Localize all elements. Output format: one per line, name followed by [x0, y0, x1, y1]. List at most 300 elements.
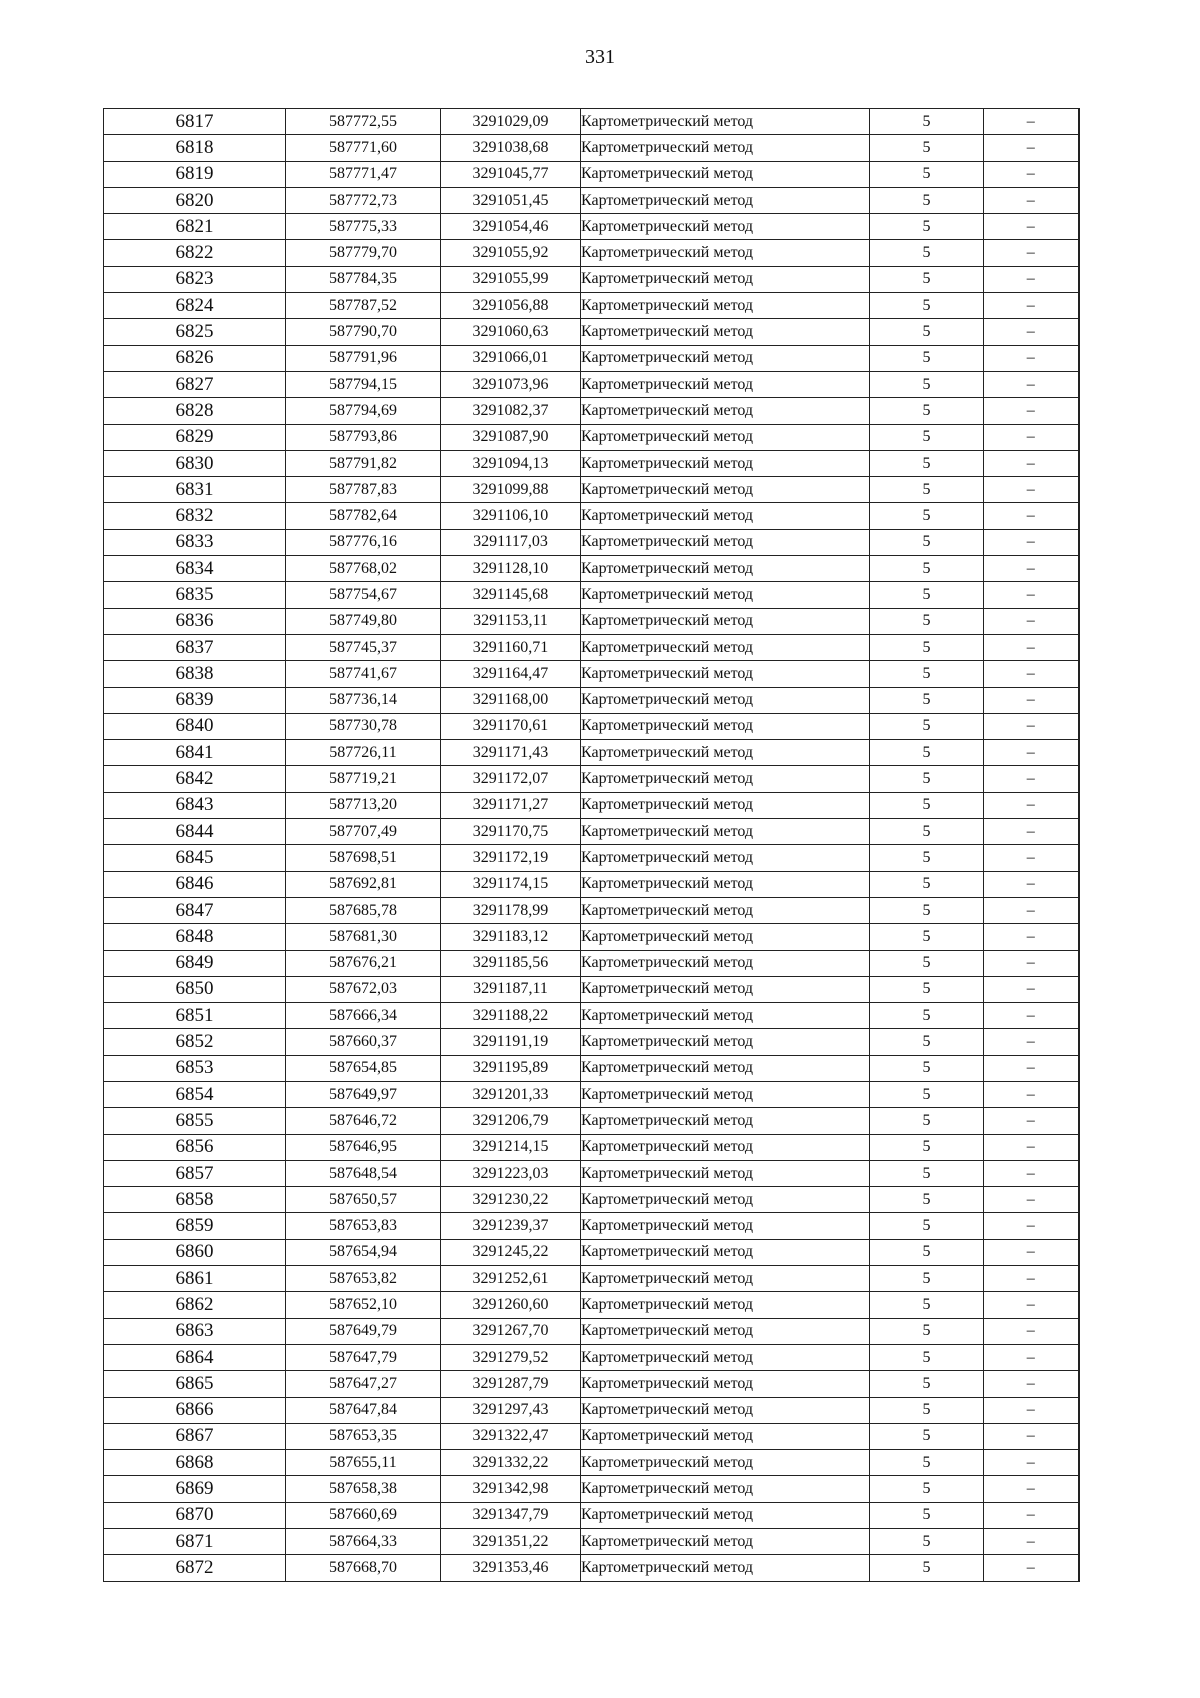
method-cell: Картометрический метод [581, 135, 870, 161]
point-number-cell: 6868 [104, 1450, 286, 1476]
description-cell: – [984, 1318, 1079, 1344]
table-row [104, 1266, 1079, 1292]
x-coordinate-cell: 587647,79 [286, 1344, 441, 1370]
x-coordinate-cell: 587676,21 [286, 950, 441, 976]
accuracy-cell: 5 [870, 897, 984, 923]
x-coordinate-cell: 587736,14 [286, 687, 441, 713]
description-cell: – [984, 424, 1079, 450]
point-number-cell: 6860 [104, 1239, 286, 1265]
y-coordinate-cell: 3291164,47 [441, 661, 581, 687]
method-cell: Картометрический метод [581, 1292, 870, 1318]
method-cell: Картометрический метод [581, 1344, 870, 1370]
accuracy-cell: 5 [870, 1292, 984, 1318]
point-number-cell: 6842 [104, 766, 286, 792]
method-cell: Картометрический метод [581, 1081, 870, 1107]
accuracy-cell: 5 [870, 1476, 984, 1502]
accuracy-cell: 5 [870, 1502, 984, 1528]
y-coordinate-cell: 3291055,92 [441, 240, 581, 266]
accuracy-cell: 5 [870, 1450, 984, 1476]
table-row [104, 135, 1079, 161]
accuracy-cell: 5 [870, 477, 984, 503]
y-coordinate-cell: 3291171,43 [441, 740, 581, 766]
method-cell: Картометрический метод [581, 634, 870, 660]
method-cell: Картометрический метод [581, 897, 870, 923]
description-cell: – [984, 1423, 1079, 1449]
description-cell: – [984, 1344, 1079, 1370]
y-coordinate-cell: 3291117,03 [441, 529, 581, 555]
y-coordinate-cell: 3291160,71 [441, 634, 581, 660]
method-cell: Картометрический метод [581, 1423, 870, 1449]
y-coordinate-cell: 3291171,27 [441, 792, 581, 818]
x-coordinate-cell: 587652,10 [286, 1292, 441, 1318]
method-cell: Картометрический метод [581, 845, 870, 871]
description-cell: – [984, 1213, 1079, 1239]
y-coordinate-cell: 3291351,22 [441, 1529, 581, 1555]
point-number-cell: 6851 [104, 1003, 286, 1029]
x-coordinate-cell: 587779,70 [286, 240, 441, 266]
point-number-cell: 6829 [104, 424, 286, 450]
x-coordinate-cell: 587719,21 [286, 766, 441, 792]
y-coordinate-cell: 3291172,07 [441, 766, 581, 792]
y-coordinate-cell: 3291342,98 [441, 1476, 581, 1502]
method-cell: Картометрический метод [581, 1371, 870, 1397]
y-coordinate-cell: 3291056,88 [441, 293, 581, 319]
table-row [104, 266, 1079, 292]
table-row [104, 1134, 1079, 1160]
x-coordinate-cell: 587741,67 [286, 661, 441, 687]
accuracy-cell: 5 [870, 687, 984, 713]
y-coordinate-cell: 3291170,75 [441, 819, 581, 845]
y-coordinate-cell: 3291038,68 [441, 135, 581, 161]
method-cell: Картометрический метод [581, 319, 870, 345]
y-coordinate-cell: 3291128,10 [441, 556, 581, 582]
accuracy-cell: 5 [870, 135, 984, 161]
description-cell: – [984, 1055, 1079, 1081]
coordinates-table [103, 108, 1080, 1582]
method-cell: Картометрический метод [581, 1555, 870, 1581]
table-row [104, 1055, 1079, 1081]
point-number-cell: 6818 [104, 135, 286, 161]
method-cell: Картометрический метод [581, 477, 870, 503]
table-row [104, 371, 1079, 397]
y-coordinate-cell: 3291260,60 [441, 1292, 581, 1318]
x-coordinate-cell: 587692,81 [286, 871, 441, 897]
y-coordinate-cell: 3291183,12 [441, 924, 581, 950]
accuracy-cell: 5 [870, 924, 984, 950]
description-cell: – [984, 1160, 1079, 1186]
table-row [104, 529, 1079, 555]
accuracy-cell: 5 [870, 319, 984, 345]
description-cell: – [984, 135, 1079, 161]
point-number-cell: 6825 [104, 319, 286, 345]
y-coordinate-cell: 3291055,99 [441, 266, 581, 292]
y-coordinate-cell: 3291187,11 [441, 976, 581, 1002]
table-row [104, 450, 1079, 476]
accuracy-cell: 5 [870, 240, 984, 266]
y-coordinate-cell: 3291245,22 [441, 1239, 581, 1265]
description-cell: – [984, 1397, 1079, 1423]
description-cell: – [984, 450, 1079, 476]
method-cell: Картометрический метод [581, 398, 870, 424]
y-coordinate-cell: 3291267,70 [441, 1318, 581, 1344]
method-cell: Картометрический метод [581, 766, 870, 792]
x-coordinate-cell: 587650,57 [286, 1187, 441, 1213]
point-number-cell: 6836 [104, 608, 286, 634]
y-coordinate-cell: 3291060,63 [441, 319, 581, 345]
point-number-cell: 6828 [104, 398, 286, 424]
y-coordinate-cell: 3291153,11 [441, 608, 581, 634]
point-number-cell: 6849 [104, 950, 286, 976]
y-coordinate-cell: 3291170,61 [441, 713, 581, 739]
y-coordinate-cell: 3291332,22 [441, 1450, 581, 1476]
x-coordinate-cell: 587790,70 [286, 319, 441, 345]
method-cell: Картометрический метод [581, 950, 870, 976]
method-cell: Картометрический метод [581, 687, 870, 713]
description-cell: – [984, 582, 1079, 608]
table-row [104, 871, 1079, 897]
table-row [104, 1292, 1079, 1318]
method-cell: Картометрический метод [581, 1134, 870, 1160]
method-cell: Картометрический метод [581, 661, 870, 687]
table-row [104, 1450, 1079, 1476]
x-coordinate-cell: 587771,60 [286, 135, 441, 161]
accuracy-cell: 5 [870, 792, 984, 818]
description-cell: – [984, 1029, 1079, 1055]
method-cell: Картометрический метод [581, 1239, 870, 1265]
method-cell: Картометрический метод [581, 529, 870, 555]
description-cell: – [984, 1502, 1079, 1528]
x-coordinate-cell: 587776,16 [286, 529, 441, 555]
x-coordinate-cell: 587775,33 [286, 214, 441, 240]
description-cell: – [984, 529, 1079, 555]
point-number-cell: 6857 [104, 1160, 286, 1186]
accuracy-cell: 5 [870, 266, 984, 292]
point-number-cell: 6871 [104, 1529, 286, 1555]
x-coordinate-cell: 587660,69 [286, 1502, 441, 1528]
accuracy-cell: 5 [870, 503, 984, 529]
table-row [104, 1213, 1079, 1239]
y-coordinate-cell: 3291347,79 [441, 1502, 581, 1528]
table-row [104, 556, 1079, 582]
x-coordinate-cell: 587653,35 [286, 1423, 441, 1449]
accuracy-cell: 5 [870, 582, 984, 608]
method-cell: Картометрический метод [581, 924, 870, 950]
description-cell: – [984, 1081, 1079, 1107]
method-cell: Картометрический метод [581, 1502, 870, 1528]
point-number-cell: 6858 [104, 1187, 286, 1213]
x-coordinate-cell: 587654,85 [286, 1055, 441, 1081]
y-coordinate-cell: 3291252,61 [441, 1266, 581, 1292]
x-coordinate-cell: 587713,20 [286, 792, 441, 818]
x-coordinate-cell: 587660,37 [286, 1029, 441, 1055]
y-coordinate-cell: 3291099,88 [441, 477, 581, 503]
method-cell: Картометрический метод [581, 556, 870, 582]
method-cell: Картометрический метод [581, 582, 870, 608]
point-number-cell: 6847 [104, 897, 286, 923]
method-cell: Картометрический метод [581, 1266, 870, 1292]
x-coordinate-cell: 587653,83 [286, 1213, 441, 1239]
point-number-cell: 6869 [104, 1476, 286, 1502]
accuracy-cell: 5 [870, 371, 984, 397]
table-row [104, 792, 1079, 818]
description-cell: – [984, 161, 1079, 187]
table-row [104, 240, 1079, 266]
point-number-cell: 6859 [104, 1213, 286, 1239]
table-row [104, 1397, 1079, 1423]
table-row [104, 897, 1079, 923]
point-number-cell: 6835 [104, 582, 286, 608]
point-number-cell: 6833 [104, 529, 286, 555]
x-coordinate-cell: 587685,78 [286, 897, 441, 923]
x-coordinate-cell: 587646,72 [286, 1108, 441, 1134]
method-cell: Картометрический метод [581, 1213, 870, 1239]
page-number: 331 [585, 46, 615, 68]
description-cell: – [984, 1476, 1079, 1502]
x-coordinate-cell: 587794,15 [286, 371, 441, 397]
method-cell: Картометрический метод [581, 1318, 870, 1344]
x-coordinate-cell: 587664,33 [286, 1529, 441, 1555]
point-number-cell: 6824 [104, 293, 286, 319]
y-coordinate-cell: 3291188,22 [441, 1003, 581, 1029]
y-coordinate-cell: 3291094,13 [441, 450, 581, 476]
accuracy-cell: 5 [870, 661, 984, 687]
accuracy-cell: 5 [870, 819, 984, 845]
y-coordinate-cell: 3291287,79 [441, 1371, 581, 1397]
y-coordinate-cell: 3291214,15 [441, 1134, 581, 1160]
method-cell: Картометрический метод [581, 187, 870, 213]
y-coordinate-cell: 3291168,00 [441, 687, 581, 713]
accuracy-cell: 5 [870, 1239, 984, 1265]
table-row [104, 687, 1079, 713]
description-cell: – [984, 924, 1079, 950]
accuracy-cell: 5 [870, 1187, 984, 1213]
y-coordinate-cell: 3291029,09 [441, 109, 581, 135]
description-cell: – [984, 950, 1079, 976]
table-row [104, 819, 1079, 845]
point-number-cell: 6843 [104, 792, 286, 818]
accuracy-cell: 5 [870, 845, 984, 871]
point-number-cell: 6841 [104, 740, 286, 766]
x-coordinate-cell: 587749,80 [286, 608, 441, 634]
table-row [104, 161, 1079, 187]
accuracy-cell: 5 [870, 1108, 984, 1134]
table-row [104, 976, 1079, 1002]
point-number-cell: 6864 [104, 1344, 286, 1370]
table-row [104, 1371, 1079, 1397]
description-cell: – [984, 845, 1079, 871]
y-coordinate-cell: 3291195,89 [441, 1055, 581, 1081]
table-row [104, 766, 1079, 792]
point-number-cell: 6850 [104, 976, 286, 1002]
y-coordinate-cell: 3291297,43 [441, 1397, 581, 1423]
description-cell: – [984, 398, 1079, 424]
accuracy-cell: 5 [870, 1318, 984, 1344]
y-coordinate-cell: 3291106,10 [441, 503, 581, 529]
table-row [104, 924, 1079, 950]
point-number-cell: 6866 [104, 1397, 286, 1423]
accuracy-cell: 5 [870, 976, 984, 1002]
accuracy-cell: 5 [870, 398, 984, 424]
point-number-cell: 6822 [104, 240, 286, 266]
accuracy-cell: 5 [870, 634, 984, 660]
method-cell: Картометрический метод [581, 1003, 870, 1029]
table-row [104, 740, 1079, 766]
table-row [104, 582, 1079, 608]
accuracy-cell: 5 [870, 1055, 984, 1081]
x-coordinate-cell: 587787,83 [286, 477, 441, 503]
accuracy-cell: 5 [870, 1213, 984, 1239]
x-coordinate-cell: 587791,96 [286, 345, 441, 371]
method-cell: Картометрический метод [581, 161, 870, 187]
description-cell: – [984, 792, 1079, 818]
point-number-cell: 6861 [104, 1266, 286, 1292]
y-coordinate-cell: 3291051,45 [441, 187, 581, 213]
table-row [104, 713, 1079, 739]
table-row [104, 634, 1079, 660]
method-cell: Картометрический метод [581, 819, 870, 845]
point-number-cell: 6817 [104, 109, 286, 135]
point-number-cell: 6844 [104, 819, 286, 845]
x-coordinate-cell: 587646,95 [286, 1134, 441, 1160]
point-number-cell: 6856 [104, 1134, 286, 1160]
table-row [104, 1529, 1079, 1555]
description-cell: – [984, 477, 1079, 503]
table-row [104, 1029, 1079, 1055]
accuracy-cell: 5 [870, 214, 984, 240]
x-coordinate-cell: 587653,82 [286, 1266, 441, 1292]
x-coordinate-cell: 587654,94 [286, 1239, 441, 1265]
y-coordinate-cell: 3291054,46 [441, 214, 581, 240]
description-cell: – [984, 109, 1079, 135]
point-number-cell: 6870 [104, 1502, 286, 1528]
description-cell: – [984, 1108, 1079, 1134]
accuracy-cell: 5 [870, 713, 984, 739]
accuracy-cell: 5 [870, 871, 984, 897]
y-coordinate-cell: 3291087,90 [441, 424, 581, 450]
table-row [104, 319, 1079, 345]
description-cell: – [984, 345, 1079, 371]
point-number-cell: 6863 [104, 1318, 286, 1344]
y-coordinate-cell: 3291045,77 [441, 161, 581, 187]
accuracy-cell: 5 [870, 345, 984, 371]
x-coordinate-cell: 587658,38 [286, 1476, 441, 1502]
point-number-cell: 6831 [104, 477, 286, 503]
point-number-cell: 6862 [104, 1292, 286, 1318]
accuracy-cell: 5 [870, 1397, 984, 1423]
point-number-cell: 6827 [104, 371, 286, 397]
method-cell: Картометрический метод [581, 1055, 870, 1081]
point-number-cell: 6820 [104, 187, 286, 213]
table-row [104, 109, 1079, 135]
accuracy-cell: 5 [870, 1266, 984, 1292]
x-coordinate-cell: 587772,55 [286, 109, 441, 135]
point-number-cell: 6846 [104, 871, 286, 897]
table-row [104, 845, 1079, 871]
table-row [104, 608, 1079, 634]
x-coordinate-cell: 587745,37 [286, 634, 441, 660]
accuracy-cell: 5 [870, 1555, 984, 1581]
x-coordinate-cell: 587707,49 [286, 819, 441, 845]
description-cell: – [984, 1292, 1079, 1318]
table-row [104, 950, 1079, 976]
y-coordinate-cell: 3291073,96 [441, 371, 581, 397]
x-coordinate-cell: 587782,64 [286, 503, 441, 529]
description-cell: – [984, 503, 1079, 529]
method-cell: Картометрический метод [581, 293, 870, 319]
table-row [104, 214, 1079, 240]
point-number-cell: 6865 [104, 1371, 286, 1397]
accuracy-cell: 5 [870, 1081, 984, 1107]
description-cell: – [984, 1134, 1079, 1160]
method-cell: Картометрический метод [581, 371, 870, 397]
table-row [104, 1081, 1079, 1107]
x-coordinate-cell: 587666,34 [286, 1003, 441, 1029]
point-number-cell: 6832 [104, 503, 286, 529]
x-coordinate-cell: 587771,47 [286, 161, 441, 187]
table-row [104, 1502, 1079, 1528]
accuracy-cell: 5 [870, 1029, 984, 1055]
point-number-cell: 6837 [104, 634, 286, 660]
table-row [104, 293, 1079, 319]
method-cell: Картометрический метод [581, 503, 870, 529]
x-coordinate-cell: 587784,35 [286, 266, 441, 292]
method-cell: Картометрический метод [581, 740, 870, 766]
accuracy-cell: 5 [870, 1160, 984, 1186]
description-cell: – [984, 740, 1079, 766]
accuracy-cell: 5 [870, 187, 984, 213]
point-number-cell: 6830 [104, 450, 286, 476]
coordinates-table-body [104, 109, 1079, 1582]
accuracy-cell: 5 [870, 1529, 984, 1555]
x-coordinate-cell: 587648,54 [286, 1160, 441, 1186]
method-cell: Картометрический метод [581, 976, 870, 1002]
description-cell: – [984, 976, 1079, 1002]
point-number-cell: 6819 [104, 161, 286, 187]
point-number-cell: 6854 [104, 1081, 286, 1107]
accuracy-cell: 5 [870, 1344, 984, 1370]
method-cell: Картометрический метод [581, 1187, 870, 1213]
x-coordinate-cell: 587787,52 [286, 293, 441, 319]
accuracy-cell: 5 [870, 950, 984, 976]
x-coordinate-cell: 587647,27 [286, 1371, 441, 1397]
description-cell: – [984, 608, 1079, 634]
method-cell: Картометрический метод [581, 792, 870, 818]
method-cell: Картометрический метод [581, 1160, 870, 1186]
table-row [104, 503, 1079, 529]
y-coordinate-cell: 3291174,15 [441, 871, 581, 897]
table-row [104, 1239, 1079, 1265]
method-cell: Картометрический метод [581, 1108, 870, 1134]
x-coordinate-cell: 587672,03 [286, 976, 441, 1002]
x-coordinate-cell: 587649,79 [286, 1318, 441, 1344]
point-number-cell: 6845 [104, 845, 286, 871]
point-number-cell: 6839 [104, 687, 286, 713]
x-coordinate-cell: 587768,02 [286, 556, 441, 582]
method-cell: Картометрический метод [581, 424, 870, 450]
y-coordinate-cell: 3291279,52 [441, 1344, 581, 1370]
x-coordinate-cell: 587791,82 [286, 450, 441, 476]
description-cell: – [984, 1239, 1079, 1265]
table-row [104, 1423, 1079, 1449]
description-cell: – [984, 1187, 1079, 1213]
accuracy-cell: 5 [870, 608, 984, 634]
accuracy-cell: 5 [870, 161, 984, 187]
table-row [104, 1318, 1079, 1344]
table-row [104, 398, 1079, 424]
accuracy-cell: 5 [870, 1003, 984, 1029]
accuracy-cell: 5 [870, 109, 984, 135]
x-coordinate-cell: 587649,97 [286, 1081, 441, 1107]
